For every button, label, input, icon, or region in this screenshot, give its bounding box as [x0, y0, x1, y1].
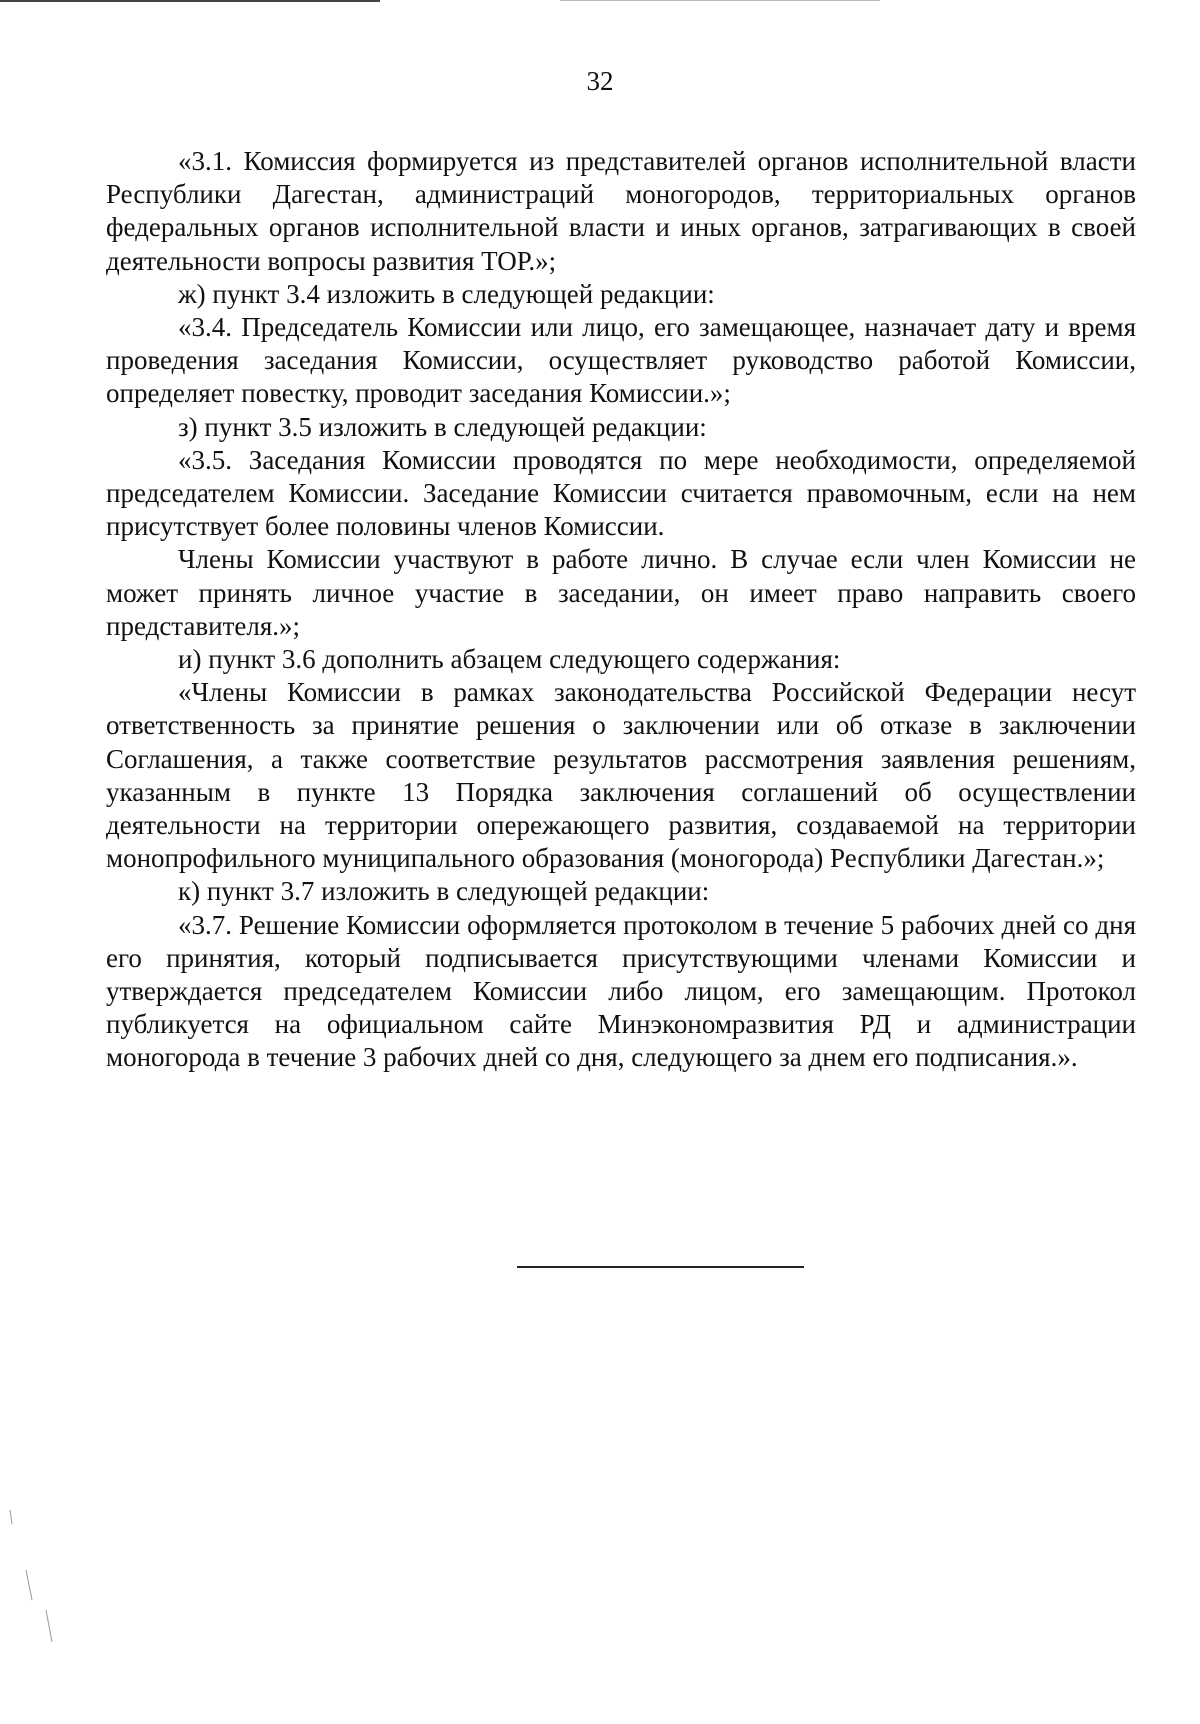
paragraph-item-k: к) пункт 3.7 изложить в следующей редакции:	[178, 876, 710, 907]
paragraph-3-5-members: Члены Комиссии участвуют в работе лично. В случае если член Комиссии не может принять личное участие в заседании, он имеет право направить своего представителя.»;	[106, 544, 1136, 641]
page-number: 32	[586, 66, 614, 96]
paragraph-3-5-quote: «3.5. Заседания Комиссии проводятся по мере необходимости, определяемой председателем Комиссии. Заседание Комиссии считается правомочным, если на нем присутствует более половины членов Комиссии.	[106, 444, 1136, 542]
paragraph-3-4-quote: «3.4. Председатель Комиссии или лицо, его замещающее, назначает дату и время проведения заседания Комиссии, осуществляет руководство работой Комиссии, определяет повестку, проводит заседания Комиссии.»;	[106, 312, 1136, 409]
paragraph-3-1-quote: «3.1. Комиссия формируется из представителей органов исполнительной власти Республики Дагестан, администраций моногородов, территориальных органов федеральных органов исполнительной власти и иных органов, затрагивающих в своей деятельности вопросы развития ТОР.»;	[106, 146, 1136, 276]
paragraph-3-6-addition: «Члены Комиссии в рамках законодательства Российской Федерации несут ответственность за принятие решения о заключении или об отказе в заключении Соглашения, а также соответствие результатов рассмотрения заявления решениям, указанным в пункте 13 Порядка заключения соглашений об осуществлении деятельности на территории опережающего развития, создаваемой на территории монопрофильного муниципального образования (моногорода) Республики Дагестан.»;	[106, 677, 1136, 874]
closing-divider	[517, 1266, 804, 1268]
document-body	[106, 145, 1136, 1075]
paragraph-item-z: з) пункт 3.5 изложить в следующей редакции:	[178, 411, 707, 442]
paragraph-3-7-quote: «3.7. Решение Комиссии оформляется протоколом в течение 5 рабочих дней со дня его принятия, который подписывается присутствующими членами Комиссии и утверждается председателем Комиссии либо лицом, его замещающим. Протокол публикуется на официальном сайте Минэкономразвития РД и администрации моногорода в течение 3 рабочих дней со дня, следующего за днем его подписания.».	[106, 909, 1136, 1073]
scan-artifact-marks	[6, 1510, 66, 1650]
paragraph-item-i: и) пункт 3.6 дополнить абзацем следующего содержания:	[178, 644, 841, 675]
paragraph-item-zh: ж) пункт 3.4 изложить в следующей редакции:	[178, 278, 715, 309]
scan-artifact-line	[560, 0, 880, 1]
scan-artifact-line	[0, 0, 380, 2]
